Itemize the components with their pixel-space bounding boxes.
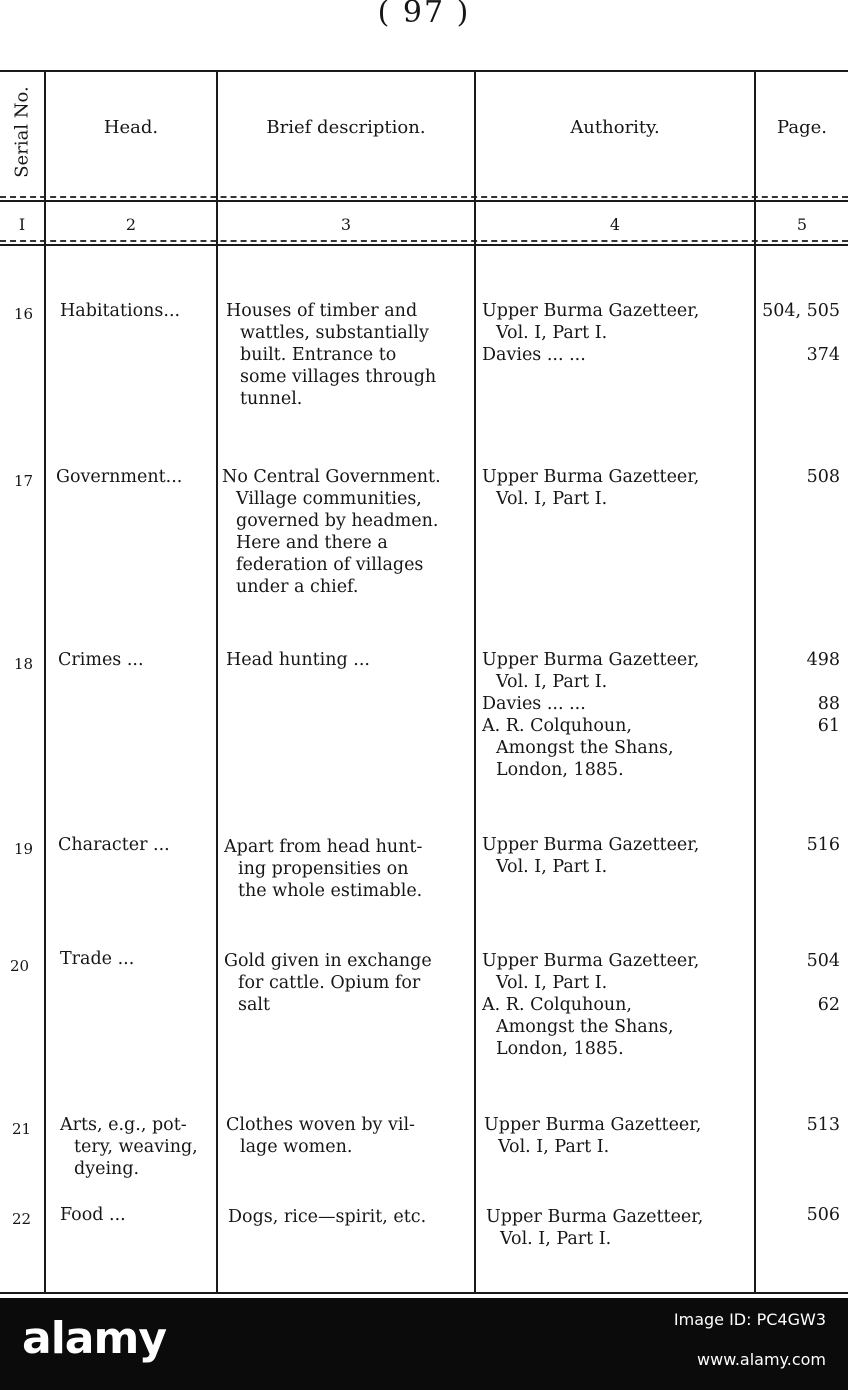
authority-line: Upper Burma Gazetteer, [482, 951, 700, 971]
description-line: governed by headmen. [236, 511, 439, 531]
authority-line: Vol. I, Part I. [496, 973, 608, 993]
authority-line: Upper Burma Gazetteer, [482, 835, 700, 855]
authority-line: Vol. I, Part I. [496, 489, 608, 509]
authority-line: A. R. Colquhoun, [482, 995, 632, 1015]
authority-cell [482, 649, 748, 781]
header-rule-dashed [0, 196, 848, 198]
serial-number: 22 [12, 1210, 32, 1228]
alamy-logo: alamy [22, 1313, 166, 1364]
head-line: Food ... [60, 1205, 126, 1225]
authority-cell [482, 466, 748, 510]
head-line: Arts, e.g., pot- [60, 1115, 187, 1135]
table-bottom-rule [0, 1292, 848, 1294]
authority-line: Upper Burma Gazetteer, [482, 650, 700, 670]
column-rule-2 [216, 72, 218, 1292]
description-line: Here and there a [236, 533, 388, 553]
description-line: Apart from head hunt- [224, 837, 423, 857]
head-line: Trade ... [60, 949, 135, 969]
description-line: Houses of timber and [226, 301, 418, 321]
page-line [756, 322, 840, 344]
serial-number: 18 [14, 655, 34, 673]
head-line: tery, weaving, [74, 1137, 198, 1157]
description-line: tunnel. [240, 389, 303, 409]
site-url: www.alamy.com [697, 1350, 826, 1369]
description-line: federation of villages [236, 555, 424, 575]
table-top-rule [0, 70, 848, 72]
page-cell [756, 649, 840, 737]
authority-line: Upper Burma Gazetteer, [482, 467, 700, 487]
description-cell [226, 649, 466, 671]
authority-line: Davies ... ... [482, 694, 586, 714]
authority-line: Amongst the Shans, [496, 1017, 674, 1037]
head-cell [60, 1204, 210, 1226]
serial-number: 21 [12, 1120, 32, 1138]
description-cell [224, 836, 468, 902]
authority-line: Amongst the Shans, [496, 738, 674, 758]
page-cell [756, 950, 840, 1016]
page-number: ( 97 ) [377, 0, 471, 30]
description-line: some villages through [240, 367, 437, 387]
description-cell [226, 1114, 466, 1158]
description-line: lage women. [240, 1137, 353, 1157]
head-line: Character ... [58, 835, 170, 855]
description-line: for cattle. Opium for [238, 973, 421, 993]
authority-cell [482, 834, 748, 878]
description-line: Head hunting ... [226, 650, 370, 670]
page-cell [756, 300, 840, 366]
column-rule-3 [474, 72, 476, 1292]
authority-line: Vol. I, Part I. [496, 857, 608, 877]
number-rule-dashed [0, 240, 848, 242]
head-cell [60, 948, 210, 970]
page-line: 506 [806, 1205, 840, 1225]
authority-line: Vol. I, Part I. [496, 323, 608, 343]
authority-line: Upper Burma Gazetteer, [484, 1115, 702, 1135]
authority-line: London, 1885. [496, 1039, 624, 1059]
authority-cell [486, 1206, 748, 1250]
serial-number: 16 [14, 305, 34, 323]
column-number-4: 4 [609, 215, 621, 234]
authority-line: Vol. I, Part I. [496, 672, 608, 692]
column-number-2: 2 [125, 215, 137, 234]
description-line: under a chief. [236, 577, 359, 597]
serial-number: 17 [14, 472, 34, 490]
description-line: Dogs, rice—spirit, etc. [228, 1207, 427, 1227]
page-line: 88 [817, 694, 840, 714]
description-line: Clothes woven by vil- [226, 1115, 415, 1135]
head-line: Crimes ... [58, 650, 144, 670]
page-line: 504, 505 [762, 301, 840, 321]
description-line: Village communities, [236, 489, 422, 509]
serial-number: 20 [10, 957, 30, 975]
authority-line: Upper Burma Gazetteer, [486, 1207, 704, 1227]
serial-number: 19 [14, 840, 34, 858]
page-cell [756, 1114, 840, 1136]
page-line: 498 [806, 650, 840, 670]
header-brief-description: Brief description. [266, 117, 426, 138]
authority-cell [482, 950, 748, 1060]
description-line: ing propensities on [238, 859, 409, 879]
page-line: 62 [817, 995, 840, 1015]
head-line: dyeing. [74, 1159, 140, 1179]
head-cell [60, 300, 180, 322]
column-number-3: 3 [340, 215, 352, 234]
page-cell [756, 466, 840, 488]
authority-cell [484, 1114, 748, 1158]
header-page: Page. [777, 117, 827, 138]
authority-line: London, 1885. [496, 760, 624, 780]
authority-line: A. R. Colquhoun, [482, 716, 632, 736]
page-cell [756, 1204, 840, 1226]
description-line: Gold given in exchange [224, 951, 432, 971]
head-cell [56, 466, 182, 488]
page-line [756, 972, 840, 994]
description-cell [228, 1206, 468, 1228]
head-cell [58, 834, 208, 856]
description-line: wattles, substantially [240, 323, 429, 343]
page-line: 504 [806, 951, 840, 971]
authority-cell [482, 300, 748, 366]
description-line: salt [238, 995, 271, 1015]
description-cell [224, 950, 472, 1016]
description-line: built. Entrance to [240, 345, 397, 365]
head-cell [58, 649, 208, 671]
description-line: No Central Government. [222, 467, 441, 487]
head-line: Habitations... [60, 301, 181, 321]
head-cell [60, 1114, 216, 1180]
header-rule-solid [0, 200, 848, 202]
description-cell [226, 300, 466, 410]
description-line: the whole estimable. [238, 881, 423, 901]
description-cell [222, 466, 470, 598]
authority-line: Davies ... ... [482, 345, 586, 365]
column-number-5: 5 [796, 215, 808, 234]
header-authority: Authority. [570, 117, 660, 138]
header-head: Head. [103, 117, 159, 138]
page-line: 374 [806, 345, 840, 365]
page-cell [756, 834, 840, 856]
authority-line: Vol. I, Part I. [498, 1137, 610, 1157]
header-serial-no: Serial No. [11, 86, 33, 178]
page-line: 516 [806, 835, 840, 855]
page-line: 61 [817, 716, 840, 736]
image-id: Image ID: PC4GW3 [673, 1310, 826, 1329]
page-line [756, 671, 840, 693]
page-line: 513 [806, 1115, 840, 1135]
column-rule-1 [44, 72, 46, 1292]
authority-line: Vol. I, Part I. [500, 1229, 612, 1249]
column-number-1: I [18, 215, 26, 234]
page-line: 508 [806, 467, 840, 487]
authority-line: Upper Burma Gazetteer, [482, 301, 700, 321]
head-line: Government... [56, 467, 183, 487]
number-rule-solid [0, 244, 848, 246]
